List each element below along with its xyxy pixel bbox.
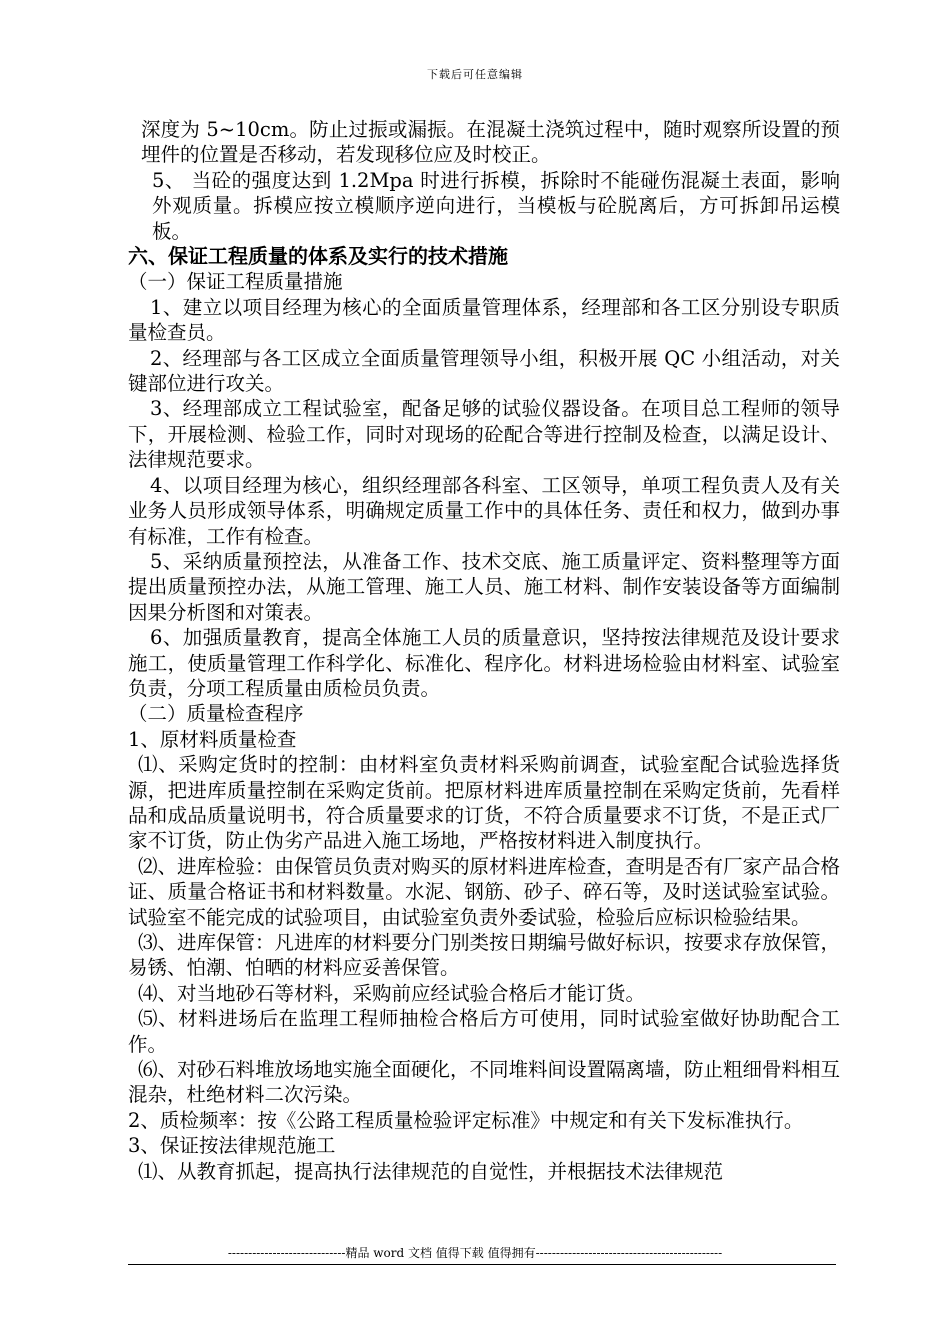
paragraph: 4、以项目经理为核心，组织经理部各科室、工区领导，单项工程负责人及有关业务人员形成领导体系，明确规定质量工作中的具体任务、责任和权力，做到办事有标准，工作有检查。 xyxy=(128,473,840,548)
paragraph: 5、采纳质量预控法，从准备工作、技术交底、施工质量评定、资料整理等方面提出质量预控办法，从施工管理、施工人员、施工材料、制作安装设备等方面编制因果分析图和对策表。 xyxy=(128,549,840,624)
paragraph: 2、经理部与各工区成立全面质量管理领导小组，积极开展 QC 小组活动，对关键部位进行攻关。 xyxy=(128,346,840,396)
page-footer: -----------------------------精品 word 文档 值得下载 值得拥有---------------------------------------------- xyxy=(227,1246,723,1260)
paragraph: ⑴、从教育抓起，提高执行法律规范的自觉性，并根据技术法律规范 xyxy=(138,1159,724,1183)
item-heading: 1、原材料质量检查 xyxy=(128,727,297,751)
document-body xyxy=(128,117,840,1184)
paragraph: ⑴、采购定货时的控制：由材料室负责材料采购前调查，试验室配合试验选择货源，把进库质量控制在采购定货前。把原材料进库质量控制在采购定货前，先看样品和成品质量说明书，符合质量要求的订货，不符合质量要求不订货，不是正式厂家不订货，防止伪劣产品进入施工场地，严格按材料进入制度执行。 xyxy=(128,753,840,853)
paragraph: 深度为 5~10cm。防止过振或漏振。在混凝土浇筑过程中，随时观察所设置的预埋件的位置是否移动，若发现移位应及时校正。 xyxy=(141,118,840,167)
paragraph: ⑶、进库保管：凡进库的材料要分门别类按日期编号做好标识，按要求存放保管，易锈、怕潮、怕晒的材料应妥善保管。 xyxy=(128,931,841,980)
subsection-heading: （一）保证工程质量措施 xyxy=(128,270,343,294)
item-heading: 3、保证按法律规范施工 xyxy=(128,1134,336,1158)
section-heading: 六、保证工程质量的体系及实行的技术措施 xyxy=(128,244,508,269)
paragraph: ⑷、对当地砂石等材料，采购前应经试验合格后才能订货。 xyxy=(138,981,646,1005)
paragraph: ⑸、材料进场后在监理工程师抽检合格后方可使用，同时试验室做好协助配合工作。 xyxy=(128,1007,840,1056)
paragraph: 2、质检频率：按《公路工程质量检验评定标准》中规定和有关下发标准执行。 xyxy=(128,1108,804,1132)
page-header: 下载后可任意编辑 xyxy=(427,68,523,81)
paragraph: 6、加强质量教育，提高全体施工人员的质量意识，坚持按法律规范及设计要求施工，使质量管理工作科学化、标准化、程序化。材料进场检验由材料室、试验室负责，分项工程质量由质检员负责。 xyxy=(128,626,840,700)
paragraph: 3、经理部成立工程试验室，配备足够的试验仪器设备。在项目总工程师的领导下，开展检测、检验工作，同时对现场的砼配合等进行控制及检查，以满足设计、法律规范要求。 xyxy=(128,397,840,472)
footer-rule xyxy=(128,1264,836,1265)
paragraph: ⑵、进库检验：由保管员负责对购买的原材料进库检查，查明是否有厂家产品合格证、质量合格证书和材料数量。水泥、钢筋、砂子、碎石等，及时送试验室试验。试验室不能完成的试验项目，由试验室负责外委试验，检验后应标识检验结果。 xyxy=(128,854,841,929)
paragraph: 1、建立以项目经理为核心的全面质量管理体系，经理部和各工区分别设专职质量检查员。 xyxy=(128,295,840,345)
subsection-heading: （二）质量检查程序 xyxy=(128,702,304,726)
paragraph: 5、 当砼的强度达到 1.2Mpa 时进行拆模，拆除时不能碰伤混凝土表面，影响外观质量。拆模应按立模顺序逆向进行，当模板与砼脱离后，方可拆卸吊运模板。 xyxy=(152,168,840,243)
paragraph: ⑹、对砂石料堆放场地实施全面硬化，不同堆料间设置隔离墙，防止粗细骨料相互混杂，杜绝材料二次污染。 xyxy=(128,1058,841,1107)
